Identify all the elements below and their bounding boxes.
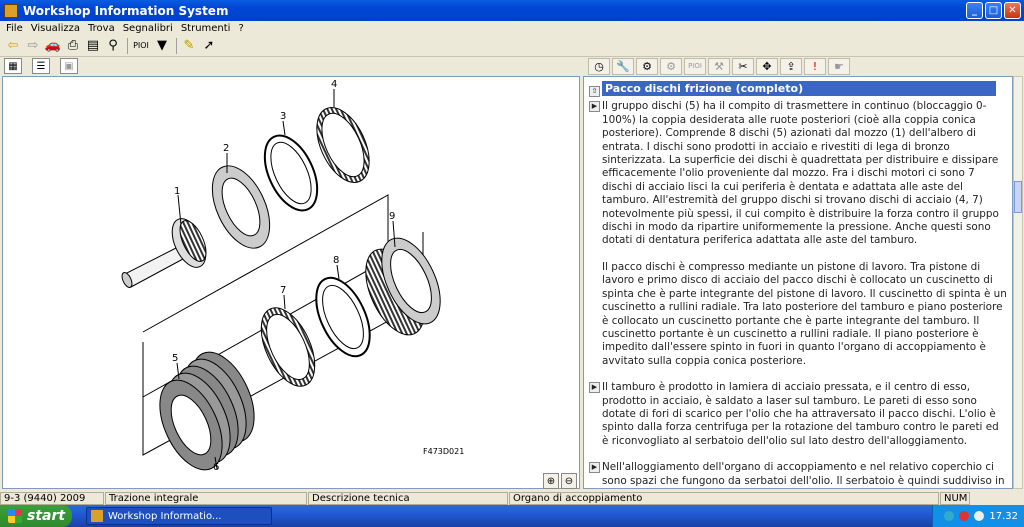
pencil-icon[interactable]: ✎ (183, 38, 195, 53)
toolbar-separator (127, 38, 128, 54)
menu-help[interactable]: ? (238, 22, 244, 34)
back-arrow-icon[interactable]: ⇦ (7, 38, 19, 53)
pointer-icon[interactable]: ☛ (828, 58, 850, 75)
close-button[interactable]: ✕ (1004, 2, 1021, 19)
lift-icon[interactable]: ⇪ (780, 58, 802, 75)
cursor-icon[interactable]: ➚ (203, 38, 215, 53)
paragraph-4 (588, 461, 1008, 489)
network-icon[interactable] (944, 511, 954, 521)
nav-up-icon[interactable]: ⇧ (589, 86, 600, 97)
print-icon[interactable]: ⎙ (67, 38, 79, 53)
status-component: Organo di accoppiamento (509, 492, 939, 505)
warning-icon[interactable]: ! (804, 58, 826, 75)
callout-5: 5 (172, 353, 179, 364)
pioi-button[interactable]: PIOI (133, 41, 149, 50)
exploded-view-diagram (3, 77, 579, 488)
system-tray (932, 505, 1024, 527)
tool-icon[interactable]: ⚒ (708, 58, 730, 75)
callout-3: 3 (280, 111, 287, 122)
paragraph-text: Il pacco dischi è compresso mediante un pistone di lavoro. Tra pistone di lavoro e primo disco di acciaio del pacco dischi è collocato un cuscinetto di spinta che è parte integrante del pistone di lavoro. Il cuscinetto di spinta è un cuscinetto a rullini radiale. Tra lato posteriore del tamburo e piano posteriore è collocato un cuscinetto portante che è parte integrante del tamburo. Il cuscinetto portante è un cuscinetto a rullini radiale. Il piano posteriore è impedito dall'essere spinto in fuori in quanto l'organo di accoppiamento è avvitato sulla coppia conica posteriore. (602, 260, 1007, 367)
document-tabs (584, 57, 1024, 75)
car-icon[interactable]: 🚗 (44, 38, 62, 53)
status-num: NUM (940, 492, 970, 505)
paragraph-link-icon[interactable]: ▶ (589, 382, 600, 393)
paragraph-2 (588, 261, 1008, 368)
image-toolbar (0, 57, 582, 75)
callout-1: 1 (174, 186, 181, 197)
callout-6: 6 (213, 462, 220, 473)
status-system: Trazione integrale (105, 492, 307, 505)
callout-9: 9 (389, 211, 396, 222)
document-body (588, 81, 1008, 489)
gear-icon[interactable]: ⚙ (660, 58, 682, 75)
taskbar-item-workshop[interactable]: Workshop Informatio... (86, 507, 272, 525)
menu-trova[interactable]: Trova (88, 22, 115, 34)
list-view-icon[interactable]: ☰ (32, 58, 50, 74)
security-icon[interactable] (959, 511, 969, 521)
zoom-out-icon[interactable]: ⊖ (561, 473, 577, 489)
app-icon (91, 510, 103, 522)
paragraph-text: Nell'alloggiamento dell'organo di accoppiamento e nel relativo coperchio ci sono spazi che fungono da serbatoi dell'olio. Il serbatoio è quindi suddiviso in (602, 461, 1005, 487)
paragraph-3 (588, 381, 1008, 448)
tools-cross-icon[interactable]: ✂ (732, 58, 754, 75)
paragraph-link-icon[interactable]: ▶ (589, 462, 600, 473)
gears-icon[interactable]: ⚙ (636, 58, 658, 75)
input-shaft-hub (120, 214, 213, 289)
toolbar-separator (176, 38, 177, 54)
maximize-button[interactable]: □ (985, 2, 1002, 19)
grid-view-icon[interactable]: ▦ (4, 58, 22, 74)
document-scrollbar[interactable] (1013, 76, 1023, 489)
callout-8: 8 (333, 255, 340, 266)
menu-strumenti[interactable]: Strumenti (180, 22, 231, 34)
document-title: Pacco dischi frizione (completo) (602, 81, 996, 96)
clock-icon[interactable]: ◷ (588, 58, 610, 75)
app-icon (4, 4, 18, 18)
disc-pack-5 (147, 343, 267, 480)
image-view-icon[interactable]: ▣ (60, 58, 78, 74)
start-button[interactable]: start (0, 505, 72, 527)
figure-code: F473D021 (423, 447, 465, 456)
paragraph-link-icon[interactable]: ▶ (589, 101, 600, 112)
menu-visualizza[interactable]: Visualizza (30, 22, 80, 34)
main-toolbar (0, 35, 1024, 57)
zoom-in-icon[interactable]: ⊕ (543, 473, 559, 489)
forward-arrow-icon[interactable]: ⇨ (27, 38, 39, 53)
callout-4: 4 (331, 79, 338, 90)
document-icon[interactable]: ▤ (86, 38, 100, 53)
pioi-icon[interactable]: PIOI (684, 58, 706, 75)
windows-logo-icon (8, 509, 22, 523)
status-model: 9-3 (9440) 2009 (0, 492, 104, 505)
status-bar (0, 491, 1024, 505)
window-title: Workshop Information System (23, 3, 229, 18)
menu-bar (0, 21, 1024, 35)
shield-icon[interactable]: ▼ (157, 38, 167, 53)
binoculars-icon[interactable]: ⚲ (108, 38, 118, 53)
scrollbar-thumb[interactable] (1014, 181, 1022, 213)
paragraph-text: Il tamburo è prodotto in lamiera di acciaio pressata, e il centro di esso, prodotto in acciaio, è saldato a laser sul tamburo. Le pareti di esso sono dotate di fori di scarico per l'olio che ha attraversato il pacco dischi. L'olio è spinto dalla forza centrifuga per la rotazione del tamburo contro le pareti ed è riconvogliato al serbatoio dell'olio sul lato destro dell'alloggiamento. (602, 381, 999, 447)
diagram-pane (2, 76, 580, 489)
menu-file[interactable]: File (6, 22, 23, 34)
title-bar[interactable] (0, 0, 1024, 21)
paragraph-text: Il gruppo dischi (5) ha il compito di trasmettere in continuo (bloccaggio 0-100%) la coppia desiderata alle ruote posteriori (cioè alla coppia conica posteriore). Comprende 8 dischi (5) azionati dal mozzo (1) dell'albero di entrata. I dischi sono prodotti in acciaio e rivestiti di lega di bronzo sinterizzata. La superficie dei dischi è quadrettata per distribuire e dissipare efficacemente l'olio proveniente dal mozzo. Fra i dischi motori ci sono 7 dischi di acciaio lisci la cui periferia è dentata e adattata alle aste del tamburo. All'estremità del gruppo dischi si trovano dischi di acciaio (4, 7) notevolmente più spessi, il cui compito è distribuire la forza contro il gruppo dischi in modo da ripartire uniformemente la pressione. Anche questi sono dotati di dentatura periferica adattata alle aste del tamburo. (602, 100, 999, 247)
move-icon[interactable]: ✥ (756, 58, 778, 75)
taskbar (0, 505, 1024, 527)
clock[interactable]: 17.32 (989, 510, 1018, 522)
menu-segnalibri[interactable]: Segnalibri (122, 22, 173, 34)
volume-icon[interactable] (974, 511, 984, 521)
status-section: Descrizione tecnica (308, 492, 508, 505)
callout-2: 2 (223, 143, 230, 154)
wrench-icon[interactable]: 🔧 (612, 58, 634, 75)
callout-7: 7 (280, 285, 287, 296)
minimize-button[interactable]: _ (966, 2, 983, 19)
document-pane (583, 76, 1013, 489)
